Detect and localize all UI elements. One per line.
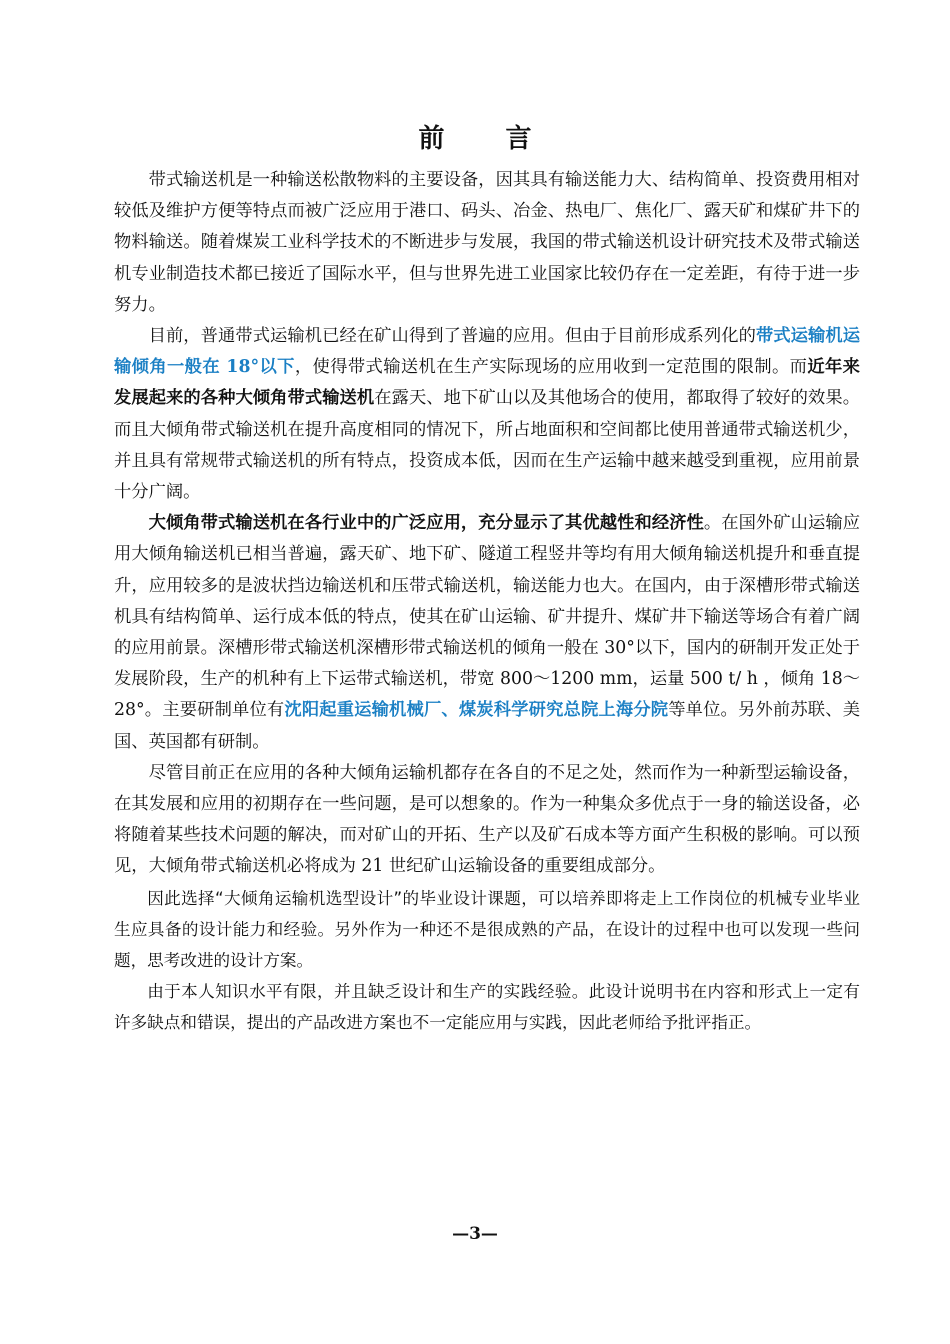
page-title: 前 言 — [418, 124, 558, 154]
paragraph-outlook — [114, 758, 860, 883]
paragraph-text: 因此选择“大倾角运输机选型设计”的毕业设计课题，可以培养即将走上工作岗位的机械专业毕业生应具备的设计能力和经验。另外作为一种还不是很成熟的产品，在设计的过程中也可以发现一些问题，思考改进的设计方案。 — [114, 888, 860, 971]
paragraph-text: 。在国外矿山运输应用大倾角输送机已相当普遍，露天矿、地下矿、隧道工程竖井等均有用大倾角输送机提升和垂直提升，应用较多的是波状挡边输送机和压带式输送机，输送能力也大。在国内，由于深槽形带式输送机具有结构简单、运行成本低的特点，使其在矿山运输、矿井提升、煤矿井下输送等场合有着广阔的应用前景。深槽形带式输送机深槽形带式输送机的倾角一般在 30°以下，国内的研制开发正处于发展阶段，生产的机种有上下运带式输送机，带宽 800～1200 mm，运量 500 t/ h ，倾角 18～28°。主要研制单位有 — [114, 513, 860, 721]
paragraph-text: ，使得带式输送机在生产实际现场的应用收到一定范围的限制。而 — [294, 357, 808, 378]
paragraph-text: 由于本人知识水平有限，并且缺乏设计和生产的实践经验。此设计说明书在内容和形式上一定有许多缺点和错误，提出的产品改进方案也不一定能应用与实践，因此老师给予批评指正。 — [114, 982, 860, 1033]
paragraph-topic-choice — [114, 883, 860, 977]
bold-text: 近年来发展起来的各种大倾角带式输送机 — [114, 357, 860, 409]
paragraph-text: 目前，普通带式运输机已经在矿山得到了普遍的应用。但由于目前形成系列化的 — [148, 326, 756, 347]
bold-text: 大倾角带式输送机在各行业中的广泛应用，充分显示了其优越性和经济性 — [148, 513, 704, 534]
paragraph-text: 在露天、地下矿山以及其他场合的使用，都取得了较好的效果。而且大倾角带式输送机在提升高度相同的情况下，所占地面积和空间都比使用普通带式输送机少，并且具有常规带式输送机的所有特点，投资成本低，因而在生产运输中越来越受到重视，应用前景十分广阔。 — [114, 388, 860, 503]
paragraph-applications — [114, 508, 860, 758]
paragraph-text: 带式输送机是一种输送松散物料的主要设备，因其具有输送能力大、结构简单、投资费用相对较低及维护方便等特点而被广泛应用于港口、码头、冶金、热电厂、焦化厂、露天矿和煤矿井下的物料输送。随着煤炭工业科学技术的不断进步与发展，我国的带式输送机设计研究技术及带式输送机专业制造技术都已接近了国际水平，但与世界先进工业国家比较仍存在一定差距，有待于进一步努力。 — [114, 170, 860, 315]
paragraph-current-status — [114, 321, 860, 508]
preface-body — [114, 165, 860, 1039]
paragraph-disclaimer — [114, 976, 860, 1038]
paragraph-intro — [114, 165, 860, 321]
paragraph-text: 等单位。另外前苏联、美国、英国都有研制。 — [114, 700, 860, 752]
highlighted-text: 带式运输机运输倾角一般在 18°以下 — [114, 326, 860, 378]
paragraph-text: 尽管目前正在应用的各种大倾角运输机都存在各自的不足之处，然而作为一种新型运输设备，在其发展和应用的初期存在一些问题，是可以想象的。作为一种集众多优点于一身的输送设备，必将随着某些技术问题的解决，而对矿山的开拓、生产以及矿石成本等方面产生积极的影响。可以预见，大倾角带式输送机必将成为 21 世纪矿山运输设备的重要组成部分。 — [114, 762, 860, 877]
page-number: —3— — [452, 1224, 498, 1244]
highlighted-text: 沈阳起重运输机械厂、煤炭科学研究总院上海分院 — [284, 700, 669, 721]
